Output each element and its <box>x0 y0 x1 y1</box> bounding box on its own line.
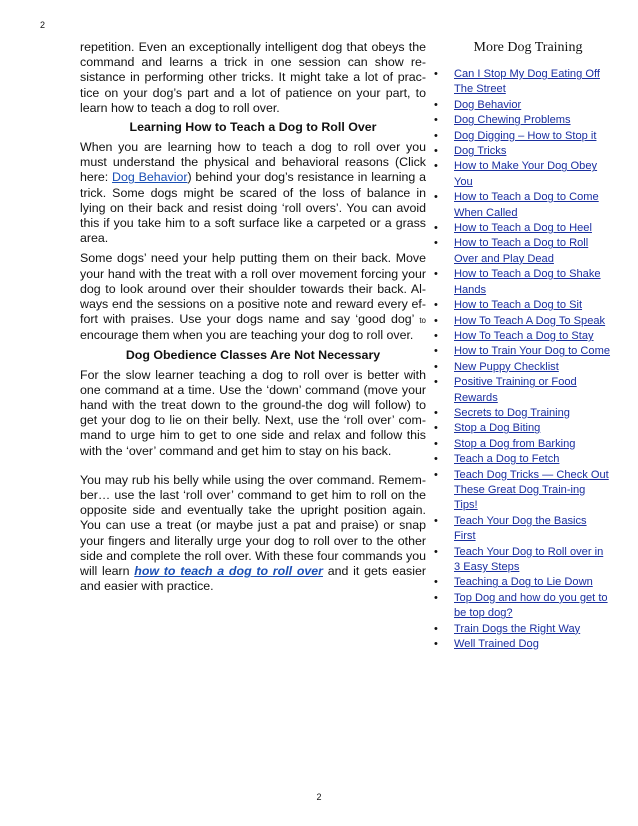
paragraph-text: When you are learning how to teach a dog to roll over you must understand the physical and behavioral reasons (Click here: <box>80 140 426 185</box>
sidebar-link[interactable]: Secrets to Dog Training <box>454 406 570 419</box>
sidebar-link[interactable]: How to Teach a Dog to Roll Over and Play Dead <box>454 237 589 265</box>
paragraph-text-small: to <box>419 316 426 326</box>
list-item <box>432 452 610 467</box>
sidebar-link[interactable]: How To Teach a Dog to Stay <box>454 329 594 342</box>
sidebar-link[interactable]: Teach Your Dog the Basics First <box>454 514 587 543</box>
heading-roll-over: Learning How to Teach a Dog to Roll Over <box>129 120 377 135</box>
list-item <box>432 298 610 313</box>
paragraph-belly <box>80 473 426 595</box>
bullet: • <box>434 376 438 389</box>
list-item <box>432 113 610 128</box>
paragraph-text: Some dogs’ need your help putting them on their back. Move your hand with the treat with a roll over movement forcing your dog to look around over their shoulder towards their back. Al-ways end the sessions on a positive note and reward every ef-fort with praises. Use your dogs name and say ‘good dog’ <box>80 251 426 327</box>
sidebar-link[interactable]: How to Teach a Dog to Come When Called <box>454 191 599 219</box>
bullet: • <box>434 129 438 142</box>
sidebar-link[interactable]: Stop a Dog from Barking <box>454 437 576 450</box>
list-item <box>432 360 610 375</box>
list-item <box>432 591 610 622</box>
bullet: • <box>434 422 438 435</box>
sidebar-link-list <box>432 67 610 652</box>
paragraph-help <box>80 251 426 343</box>
bullet: • <box>434 406 438 419</box>
sidebar-title: More Dog Training <box>473 40 583 55</box>
bullet: • <box>434 360 438 373</box>
sidebar-link[interactable]: How to Teach a Dog to Sit <box>454 299 583 312</box>
list-item <box>432 622 610 637</box>
sidebar-link[interactable]: How to Make Your Dog Obey You <box>454 160 598 188</box>
bullet: • <box>434 437 438 450</box>
sidebar-link[interactable]: Top Dog and how do you get to be top dog? <box>454 591 608 620</box>
bullet: • <box>434 222 438 235</box>
sidebar-link[interactable]: How to Teach a Dog to Shake Hands <box>454 268 601 296</box>
list-item <box>432 468 610 514</box>
list-item <box>432 375 610 406</box>
bullet: • <box>434 453 438 466</box>
bullet: • <box>434 68 438 80</box>
list-item <box>432 159 610 190</box>
bullet: • <box>434 638 438 651</box>
paragraph-behavior <box>80 140 426 246</box>
bullet: • <box>434 591 438 604</box>
sidebar-link[interactable]: Teach Your Dog to Roll over in 3 Easy Steps <box>454 545 604 573</box>
paragraph-text: ) behind your dog’s resistance in learning a trick. Some dogs might be scared of the loss of balance in lying on their back and resist doing ‘roll overs’. You can avoid this if you take him to a soft surface like a carpeted or a grass area. <box>80 170 427 246</box>
bullet: • <box>434 191 438 204</box>
bullet: • <box>434 576 438 589</box>
list-item <box>432 329 610 344</box>
bullet: • <box>434 468 438 481</box>
sidebar-link[interactable]: Dog Chewing Problems <box>454 114 571 127</box>
sidebar-link[interactable]: Dog Digging – How to Stop it <box>454 129 597 142</box>
bullet: • <box>434 314 438 327</box>
bullet: • <box>434 114 438 127</box>
page-number-bottom: 2 <box>316 792 322 802</box>
sidebar-link[interactable]: How to Train Your Dog to Come <box>454 345 611 358</box>
sidebar-link[interactable]: Well Trained Dog <box>454 638 539 651</box>
sidebar-link[interactable]: Positive Training or Food Rewards <box>454 376 577 404</box>
bullet: • <box>434 268 438 281</box>
paragraph-slow-learner: For the slow learner teaching a dog to roll over is better with one command at a time. Use the ‘down’ command (move your hand with the treat down to the ground-the dog will follow) to get your dog to lie on their belly. Next, use the ‘roll over’ com-mand to urge him to get to one side and relax and follow this with the ‘over’ command and get him to stay on his back. <box>80 367 426 458</box>
dog-behavior-link[interactable]: Dog Behavior <box>112 170 188 185</box>
sidebar-link[interactable]: How to Teach a Dog to Heel <box>454 222 592 235</box>
bullet: • <box>434 345 438 358</box>
list-item <box>432 344 610 359</box>
sidebar-link[interactable]: Stop a Dog Biting <box>454 422 541 435</box>
sidebar-link[interactable]: How To Teach A Dog To Speak <box>454 314 606 327</box>
list-item <box>432 437 610 452</box>
list-item <box>432 575 610 590</box>
list-item <box>432 221 610 236</box>
paragraph-text: and it gets easier and easier with practice. <box>80 564 426 594</box>
list-item <box>432 67 610 98</box>
list-item <box>432 637 610 652</box>
paragraph-intro: repetition. Even an exceptionally intelligent dog that obeys the command and learns a trick in one session can show re-sistance in performing other tricks. It might take a lot of prac-tice on your dog’s part and a lot of patience on your part, to learn how to teach a dog to roll over. <box>80 40 426 115</box>
list-item <box>432 144 610 159</box>
sidebar-link[interactable]: Teaching a Dog to Lie Down <box>454 576 593 589</box>
bullet: • <box>434 329 438 342</box>
bullet: • <box>434 622 438 635</box>
bullet: • <box>434 237 438 250</box>
bullet: • <box>434 98 438 111</box>
heading-obedience-classes: Dog Obedience Classes Are Not Necessary <box>125 347 381 362</box>
list-item <box>432 406 610 421</box>
list-item <box>432 267 610 298</box>
sidebar-link[interactable]: Dog Tricks <box>454 145 507 158</box>
list-item <box>432 545 610 576</box>
list-item <box>432 236 610 267</box>
main-column <box>80 40 426 595</box>
sidebar-link[interactable]: Train Dogs the Right Way <box>454 622 581 635</box>
bullet: • <box>434 514 438 527</box>
list-item <box>432 514 610 545</box>
bullet: • <box>434 145 438 158</box>
sidebar-link[interactable]: Can I Stop My Dog Eating Off The Street <box>454 68 600 96</box>
sidebar <box>432 40 610 652</box>
list-item <box>432 98 610 113</box>
bullet: • <box>434 545 438 558</box>
list-item <box>432 314 610 329</box>
list-item <box>432 421 610 436</box>
sidebar-link[interactable]: Teach a Dog to Fetch <box>454 453 560 466</box>
list-item <box>432 190 610 221</box>
sidebar-link[interactable]: Teach Dog Tricks — Check Out These Great Dog Train-ing Tips! <box>454 468 609 512</box>
bullet: • <box>434 160 438 173</box>
bullet: • <box>434 299 438 312</box>
sidebar-link[interactable]: Dog Behavior <box>454 98 522 111</box>
paragraph-text: You may rub his belly while using the over command. Remem-ber… use the last ‘roll over’ command to get him to roll on the opposite side and eventually take the upright position again. You can use a treat (or maybe just a pat and praise) or snap your fingers and literally urge your dog to roll over to the other side and complete the roll over. With these four commands you will learn <box>80 472 426 579</box>
list-item <box>432 129 610 144</box>
sidebar-link[interactable]: New Puppy Checklist <box>454 360 559 373</box>
paragraph-text: encourage them when you are teaching your dog to roll over. <box>80 328 414 343</box>
page-number-top: 2 <box>40 20 46 30</box>
roll-over-link[interactable]: how to teach a dog to roll over <box>134 564 323 579</box>
